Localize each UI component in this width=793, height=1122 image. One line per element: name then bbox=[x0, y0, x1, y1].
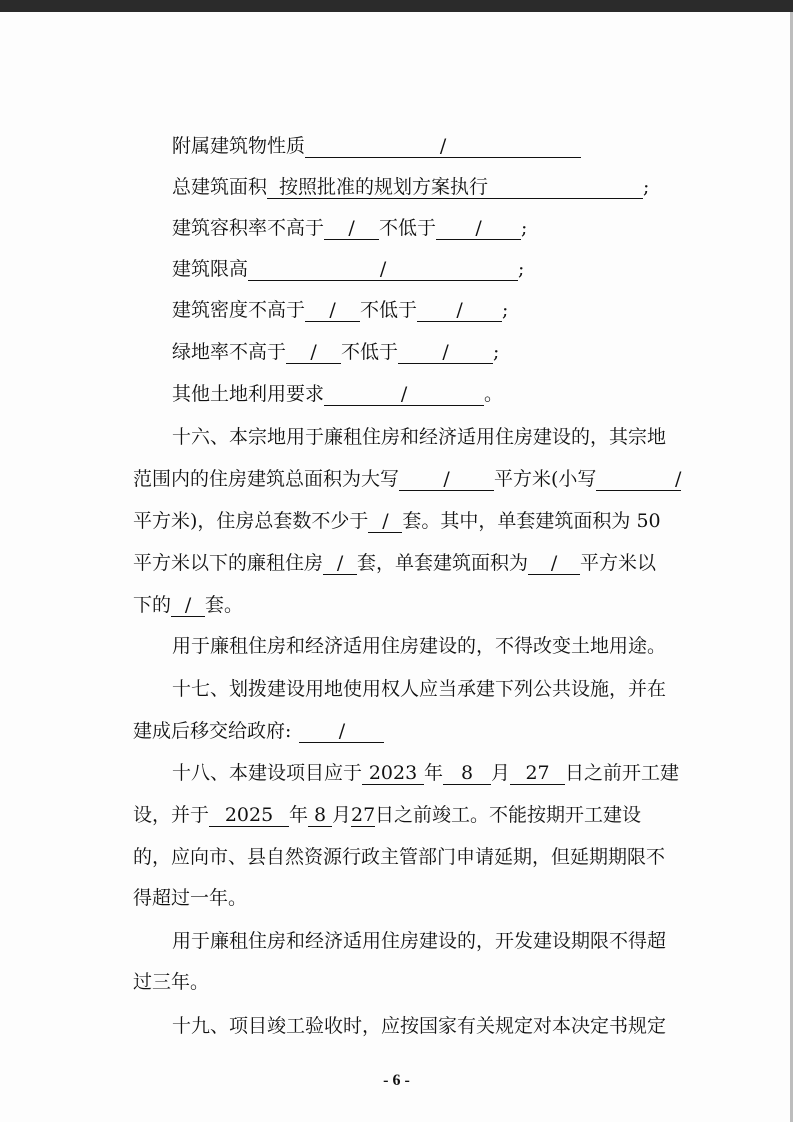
label-density-max: 建筑密度不高于 bbox=[172, 299, 306, 321]
text-three-years: 过三年。 bbox=[133, 971, 210, 993]
value-area-uppercase: / bbox=[399, 468, 494, 491]
value-accessory-building: / bbox=[305, 135, 581, 158]
value-public-facilities: / bbox=[299, 720, 384, 743]
label-total-floor-area: 总建筑面积 bbox=[172, 176, 268, 198]
label-green-max: 绿地率不高于 bbox=[172, 341, 287, 363]
text-total-units: 平方米)，住房总套数不少于 bbox=[133, 510, 369, 532]
punct: ; bbox=[521, 217, 528, 239]
punct: ; bbox=[643, 176, 650, 198]
line-total-floor-area bbox=[0, 173, 793, 201]
text-year: 年 bbox=[289, 804, 309, 826]
completion-year: 2025 bbox=[209, 804, 289, 827]
value-total-floor-area: 按照批准的规划方案执行 bbox=[267, 176, 643, 199]
text-units-end: 套。 bbox=[205, 594, 244, 616]
line-height-limit bbox=[0, 255, 793, 283]
text-unit-area-50: 套。其中，单套建筑面积为 50 bbox=[402, 510, 661, 532]
value-density-max: / bbox=[305, 299, 360, 322]
value-green-min: / bbox=[398, 341, 493, 364]
label-plot-ratio-max: 建筑容积率不高于 bbox=[172, 217, 325, 239]
label-green-min: 不低于 bbox=[341, 341, 399, 363]
text-start-construction: 日之前开工建 bbox=[565, 762, 680, 784]
scan-top-border bbox=[0, 0, 793, 12]
value-green-max: / bbox=[286, 341, 341, 364]
text-one-year: 得超过一年。 bbox=[133, 887, 248, 909]
punct: ; bbox=[518, 258, 525, 280]
completion-month: 8 bbox=[308, 804, 332, 827]
line-building-density bbox=[0, 296, 793, 324]
value-density-min: / bbox=[417, 299, 502, 322]
text-unit-area: 套，单套建筑面积为 bbox=[357, 552, 529, 574]
para-16-line-3 bbox=[0, 507, 793, 535]
text-month: 月 bbox=[491, 762, 511, 784]
text-month: 月 bbox=[332, 804, 352, 826]
punct: 。 bbox=[484, 383, 504, 405]
para-16-line-2 bbox=[0, 465, 793, 493]
text-extension: 的，应向市、县自然资源行政主管部门申请延期，但延期期限不 bbox=[133, 846, 666, 868]
para-18-line-3 bbox=[0, 843, 793, 871]
value-unit-area: / bbox=[528, 552, 580, 575]
line-plot-ratio bbox=[0, 214, 793, 242]
para-19-line-1 bbox=[0, 1012, 793, 1040]
page-number: - 6 - bbox=[383, 1072, 410, 1089]
line-green-ratio bbox=[0, 338, 793, 366]
label-height-limit: 建筑限高 bbox=[172, 258, 249, 280]
text-dev-period: 用于廉租住房和经济适用住房建设的，开发建设期限不得超 bbox=[172, 930, 667, 952]
text-housing-area: 范围内的住房建筑总面积为大写 bbox=[133, 468, 400, 490]
text-completion: 日之前竣工。不能按期开工建设 bbox=[375, 804, 642, 826]
line-accessory-building bbox=[0, 132, 793, 160]
value-plot-ratio-min: / bbox=[436, 217, 521, 240]
text-year: 年 bbox=[424, 762, 444, 784]
value-lowrent-units: / bbox=[323, 552, 357, 575]
value-units: / bbox=[171, 594, 205, 617]
text-lowrent-units: 平方米以下的廉租住房 bbox=[133, 552, 324, 574]
line-other-land-use bbox=[0, 380, 793, 408]
para-18-line-2 bbox=[0, 801, 793, 829]
label-accessory-building: 附属建筑物性质 bbox=[172, 135, 306, 157]
clause-18-text: 十八、本建设项目应于 bbox=[172, 762, 363, 784]
value-other-land-use: / bbox=[324, 383, 484, 406]
completion-day: 27 bbox=[351, 804, 376, 826]
label-other-land-use: 其他土地利用要求 bbox=[172, 383, 325, 405]
punct: ; bbox=[493, 341, 500, 363]
text-below: 下的 bbox=[133, 594, 172, 616]
para-18-line-1 bbox=[0, 759, 793, 787]
value-height-limit: / bbox=[248, 258, 518, 281]
label-density-min: 不低于 bbox=[360, 299, 418, 321]
para-17-line-2 bbox=[0, 717, 793, 745]
para-18-line-4 bbox=[0, 884, 793, 912]
text-sqm-lowercase: 平方米(小写 bbox=[494, 468, 597, 490]
value-total-units: / bbox=[368, 510, 402, 533]
text-sqm-below: 平方米以 bbox=[580, 552, 657, 574]
para-16-land-use bbox=[0, 632, 793, 660]
clause-17-text: 十七、划拨建设用地使用权人应当承建下列公共设施，并在 bbox=[172, 678, 667, 700]
clause-16-text: 十六、本宗地用于廉租住房和经济适用住房建设的，其宗地 bbox=[172, 426, 667, 448]
para-16-line-5 bbox=[0, 591, 793, 619]
para-16-line-1 bbox=[0, 423, 793, 451]
para-18b-line-2 bbox=[0, 968, 793, 996]
label-plot-ratio-min: 不低于 bbox=[379, 217, 437, 239]
clause-19-text: 十九、项目竣工验收时，应按国家有关规定对本决定书规定 bbox=[172, 1015, 667, 1037]
text-no-change-land-use: 用于廉租住房和经济适用住房建设的，不得改变土地用途。 bbox=[172, 635, 667, 657]
text-and-by: 设，并于 bbox=[133, 804, 210, 826]
start-day: 27 bbox=[510, 762, 565, 785]
text-hand-over: 建成后移交给政府: bbox=[133, 720, 292, 742]
start-month: 8 bbox=[443, 762, 491, 785]
para-16-line-4 bbox=[0, 549, 793, 577]
start-year: 2023 bbox=[362, 762, 424, 785]
value-plot-ratio-max: / bbox=[324, 217, 379, 240]
para-18b-line-1 bbox=[0, 927, 793, 955]
punct: ; bbox=[502, 299, 509, 321]
para-17-line-1 bbox=[0, 675, 793, 703]
value-area-lowercase: / bbox=[596, 468, 681, 491]
